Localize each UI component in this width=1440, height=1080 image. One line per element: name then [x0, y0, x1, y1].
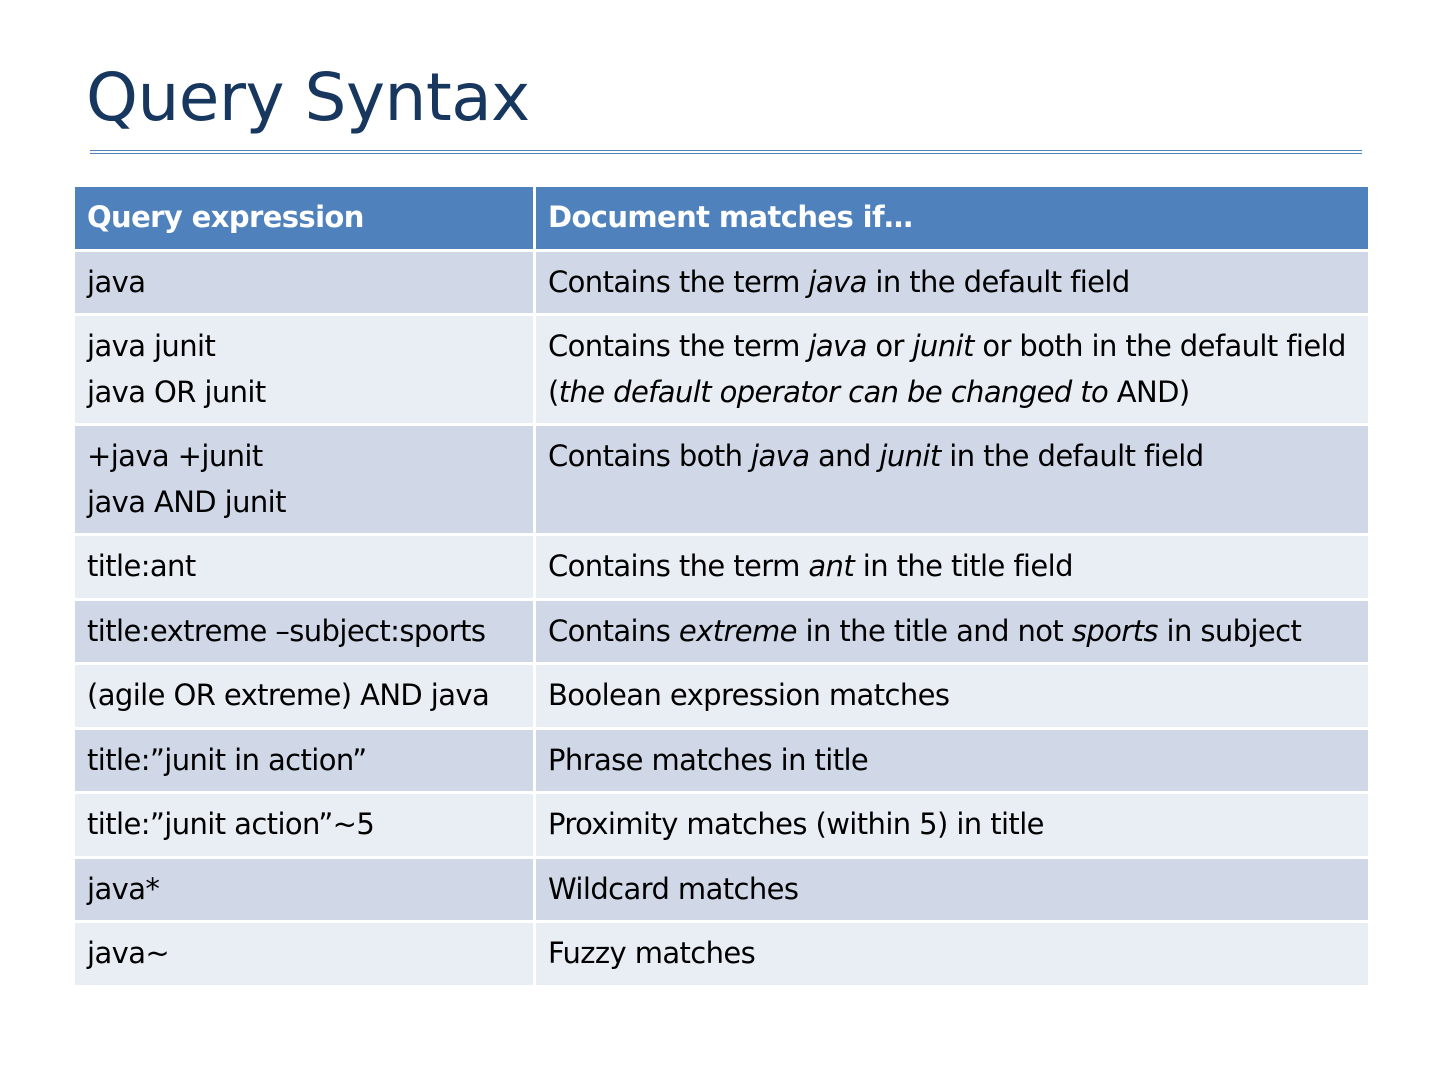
- table-row: [74, 599, 1370, 664]
- match-description-cell: [535, 535, 1370, 600]
- description-text: Contains both: [548, 439, 751, 473]
- query-expression-cell: [74, 857, 535, 922]
- description-text: Boolean expression matches: [548, 678, 950, 712]
- query-expression-cell: [74, 535, 535, 600]
- description-text: in subject: [1157, 613, 1302, 648]
- match-description-cell: [535, 728, 1370, 793]
- description-text: in the default field: [940, 439, 1204, 473]
- table-row: [74, 793, 1370, 858]
- description-text: and: [809, 439, 880, 473]
- match-description-cell: [535, 599, 1370, 664]
- match-description-cell: [535, 425, 1370, 535]
- description-text: or: [866, 329, 913, 363]
- query-expression-cell: [74, 664, 535, 729]
- table-row: [74, 315, 1370, 425]
- description-emphasis: java: [808, 264, 867, 299]
- description-text: Wildcard matches: [548, 871, 799, 906]
- query-expression-line: java: [87, 264, 146, 299]
- description-text: Contains the term: [548, 549, 809, 583]
- description-emphasis: sports: [1071, 613, 1158, 648]
- query-expression-line: java*: [87, 871, 160, 906]
- query-expression-cell: [74, 922, 535, 987]
- query-expression-cell: [74, 315, 535, 425]
- table-row: [74, 728, 1370, 793]
- query-expression-line: java junit: [87, 329, 216, 363]
- query-expression-line: title:”junit in action”: [87, 742, 367, 777]
- description-emphasis: ant: [808, 549, 855, 583]
- description-text: Contains the term: [548, 329, 809, 363]
- match-description-cell: [535, 857, 1370, 922]
- table-row: [74, 250, 1370, 315]
- table-row: [74, 664, 1370, 729]
- description-text: AND): [1108, 374, 1190, 409]
- description-emphasis: java: [808, 329, 867, 363]
- description-text: in the title and not: [796, 613, 1072, 648]
- table-row: [74, 922, 1370, 987]
- description-text: Contains the term: [548, 264, 809, 299]
- match-description-cell: [535, 664, 1370, 729]
- query-expression-line: title:extreme –subject:sports: [87, 613, 486, 648]
- query-expression-line: title:”junit action”~5: [87, 807, 375, 841]
- description-text: Phrase matches in title: [548, 742, 869, 777]
- table-row: [74, 425, 1370, 535]
- header-document-matches: Document matches if…: [535, 186, 1370, 251]
- query-expression-cell: [74, 599, 535, 664]
- table-row: [74, 857, 1370, 922]
- description-emphasis: junit: [879, 439, 941, 473]
- description-emphasis: java: [751, 439, 810, 473]
- query-syntax-table: [72, 184, 1371, 988]
- query-expression-line: java~: [87, 936, 170, 970]
- table-row: [74, 535, 1370, 600]
- description-emphasis: junit: [912, 329, 974, 363]
- description-emphasis: the default operator can be changed to: [558, 374, 1109, 409]
- table-body: [74, 250, 1370, 986]
- description-text: in the default field: [866, 264, 1130, 299]
- query-expression-line: (agile OR extreme) AND java: [87, 678, 490, 712]
- query-expression-line: title:ant: [87, 549, 196, 583]
- query-expression-cell: [74, 250, 535, 315]
- table-header-row: [74, 186, 1370, 251]
- match-description-cell: [535, 922, 1370, 987]
- match-description-cell: [535, 793, 1370, 858]
- slide-title: Query Syntax: [86, 59, 530, 136]
- description-emphasis: extreme: [678, 613, 797, 648]
- match-description-cell: [535, 250, 1370, 315]
- query-expression-cell: [74, 425, 535, 535]
- description-text: in the title field: [854, 549, 1073, 583]
- query-expression-cell: [74, 793, 535, 858]
- query-expression-line: +java +junit: [87, 439, 263, 473]
- query-expression-cell: [74, 728, 535, 793]
- description-text: or both in the default field (: [548, 329, 1346, 409]
- description-text: Fuzzy matches: [548, 936, 756, 970]
- title-divider: [90, 150, 1362, 154]
- description-text: Contains: [548, 613, 679, 648]
- match-description-cell: [535, 315, 1370, 425]
- header-query-expression: Query expression: [74, 186, 535, 251]
- query-expression-line: java AND junit: [87, 484, 286, 519]
- query-expression-line: java OR junit: [87, 374, 266, 409]
- description-text: Proximity matches (within 5) in title: [548, 807, 1044, 841]
